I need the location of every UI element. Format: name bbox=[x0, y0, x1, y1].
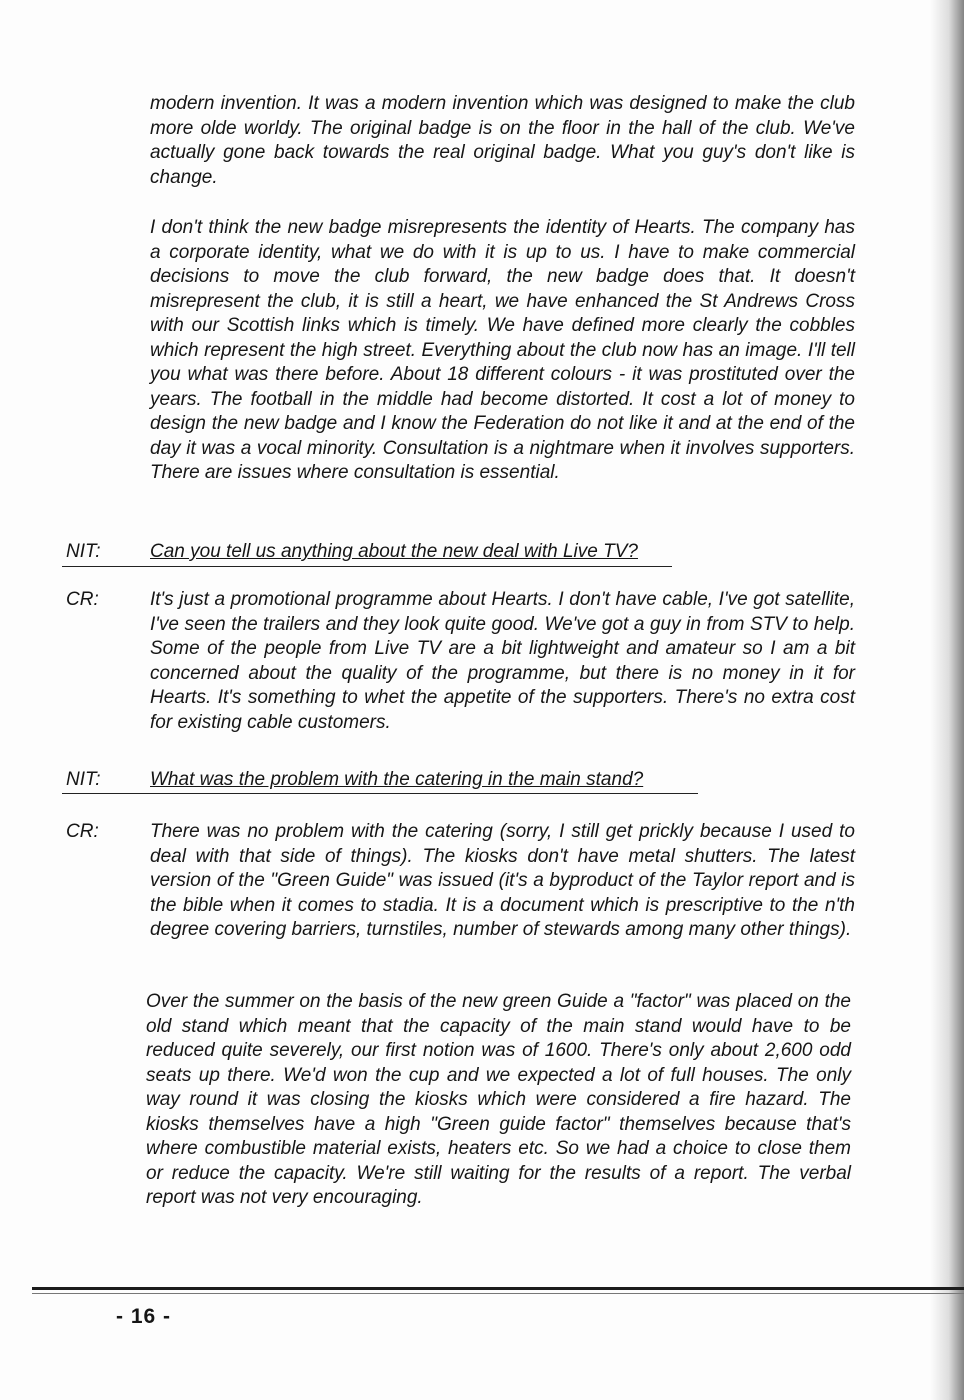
answer-catering: There was no problem with the catering (sorry, I still get prickly because I used to deal with that side of things). The kiosks don't have metal shutters. The latest version of the "Green Guide" was issued (it's a byproduct of the Taylor report and is the bible when it comes to stadia. It is a document which is prescriptive to the n'th degree covering barriers, turnstiles, number of stewards among many other things). bbox=[150, 821, 855, 940]
question-rule-1 bbox=[62, 566, 672, 567]
answer-live-tv: It's just a promotional programme about Hearts. I don't have cable, I've got satellite, I've seen the trailers and they look quite good. We've got a guy in from STV to help. Some of the people from Live TV are a bit lightweight and amateur so I am a bit concerned about the quality of the programme, but there is no money in it for Hearts. It's something to whet the appetite of the supporters. There's no extra cost for existing cable customers. bbox=[150, 589, 855, 733]
speaker-label-cr-2: CR: bbox=[66, 821, 99, 842]
footer-rule-thin bbox=[32, 1293, 964, 1294]
paragraph-green-guide: Over the summer on the basis of the new green Guide a "factor" was placed on the old stand which meant that the capacity of the main stand would have to be reduced quite severely, our first notion was of 1600. There's only about 2,600 odd seats up there. We'd won the cup and we expected a lot of full houses. The only way round it was closing the kiosks which were considered a fire hazard. The kiosks themselves have a high "Green guide factor" themselves because that's where combustible material exists, heaters etc. So we had a choice to close them or reduce the capacity. We're still waiting for the results of a report. The verbal report was not very encouraging. bbox=[146, 991, 851, 1208]
question-catering: What was the problem with the catering in the main stand? bbox=[150, 769, 644, 790]
speaker-label-nit-2: NIT: bbox=[66, 769, 101, 790]
question-rule-2 bbox=[62, 793, 698, 794]
page-number: - 16 - bbox=[116, 1305, 172, 1328]
question-live-tv: Can you tell us anything about the new deal with Live TV? bbox=[150, 541, 638, 562]
paragraph-badge-history: modern invention. It was a modern invention which was designed to make the club more olde worldy. The original badge is on the floor in the hall of the club. We've actually gone back towards the real original badge. What you guy's don't like is change. bbox=[150, 93, 855, 188]
speaker-label-nit-1: NIT: bbox=[66, 541, 101, 562]
speaker-label-cr-1: CR: bbox=[66, 589, 99, 610]
paragraph-badge-identity: I don't think the new badge misrepresents the identity of Hearts. The company has a corporate identity, what we do with it is up to us. I have to make commercial decisions to move the club forward, the new badge does that. It doesn't misrepresent the club, it is still a heart, we have enhanced the St Andrews Cross with our Scottish links which is timely. We have defined more clearly the cobbles which represent the high street. Everything about the club now has an image. I'll tell you what was there before. About 18 different colours - it was prostituted over the years. The football in the middle had become distorted. It cost a lot of money to design the new badge and I know the Federation do not like it and at the end of the day it was a vocal minority. Consultation is a nightmare when it involves supporters. There are issues where consultation is essential. bbox=[150, 217, 855, 483]
page-edge-shadow bbox=[930, 0, 964, 1400]
footer-rule bbox=[32, 1287, 964, 1290]
